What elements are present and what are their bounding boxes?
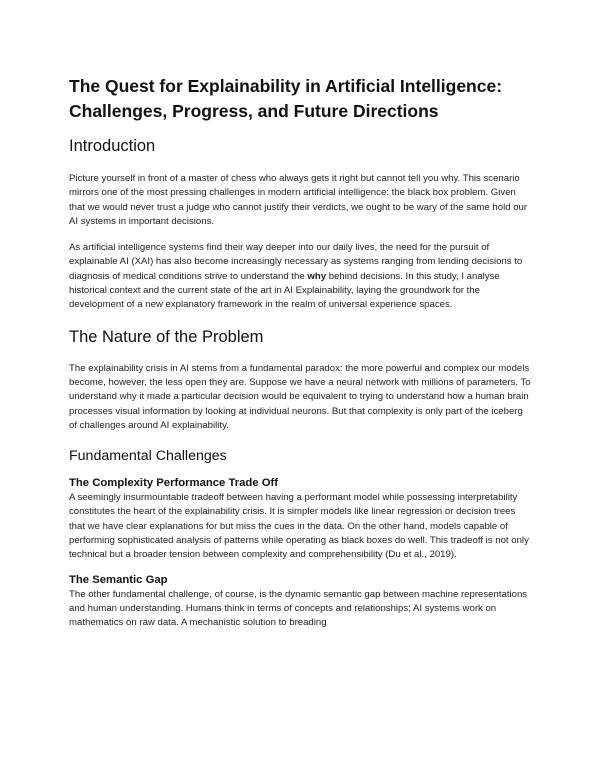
document-title	[69, 74, 531, 124]
heading-fundamental-challenges: Fundamental Challenges	[69, 448, 227, 465]
intro-p2-text-after: behind decisions. In this study, I analyse historical context and the current state of the art in AI Explainability, laying the groundwork for the development of a new explanatory framework in the realm of universal experience spaces.	[69, 270, 500, 311]
intro-paragraph-1: Picture yourself in front of a master of chess who always gets it right but cannot tell you why. This scenario mirrors one of the most pressing challenges in modern artificial intelligence: the black box problem. Given that we would never trust a judge who cannot justify their verdicts, we ought to be wary of the same hold our AI systems in important decisions.	[69, 173, 528, 227]
semantic-gap-paragraph: The other fundamental challenge, of course, is the dynamic semantic gap between machine representations and human understanding. Humans think in terms of concepts and relationships; AI systems work on mathematics on raw data. A mechanistic solution to breading	[69, 588, 528, 629]
heading-semantic-gap: The Semantic Gap	[69, 573, 168, 586]
heading-introduction: Introduction	[69, 137, 156, 155]
heading-nature-of-problem: The Nature of the Problem	[69, 327, 264, 346]
intro-p2-bold-why: why	[307, 270, 327, 282]
title-line-2: Challenges, Progress, and Future Directions	[69, 101, 439, 121]
title-line-1: The Quest for Explainability in Artificial Intelligence:	[69, 76, 503, 96]
intro-p2-text-before: As artificial intelligence systems find their way deeper into our daily lives, the need for the pursuit of explainable AI (XAI) has also become increasingly necessary as systems ranging from lending decisions to diagnosis of medical conditions strive to understand the	[69, 242, 523, 282]
intro-paragraph-2	[69, 241, 531, 312]
nature-paragraph: The explainability crisis in AI stems from a fundamental paradox: the more powerful and complex our models become, however, the less open they are. Suppose we have a neural network with millions of parameters. To understand why it made a particular decision would be equivalent to trying to understand how a human brain processes visual information by looking at individual neurons. But that complexity is only part of the iceberg of challenges around AI explainability.	[69, 362, 531, 431]
heading-complexity-tradeoff: The Complexity Performance Trade Off	[69, 477, 279, 490]
tradeoff-paragraph: A seemingly insurmountable tradeoff between having a performant model while possessing interpretability constitutes the heart of the explainability crisis. It is simpler models like linear regression or decision trees that we have clear explanations for but miss the cues in the data. On the other hand, models capable of performing sophisticated analysis of patterns while operating as black boxes do well. This tradeoff is not only technical but a broader tension between complexity and comprehensibility (Du et al., 2019).	[69, 492, 529, 561]
document-body	[69, 74, 531, 631]
